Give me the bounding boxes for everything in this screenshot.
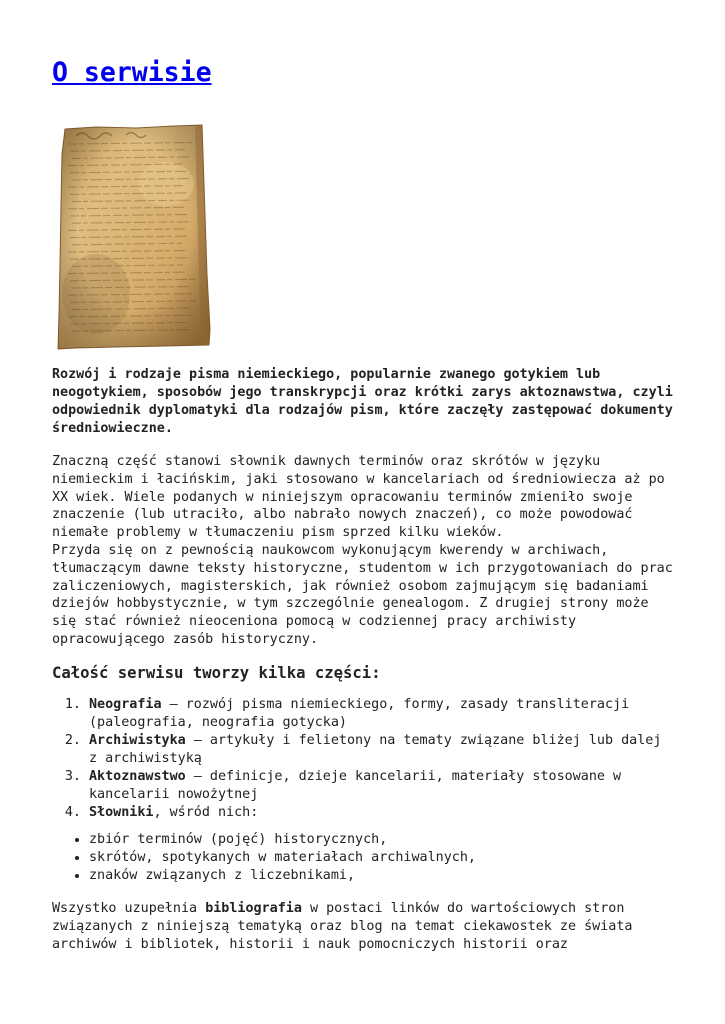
parchment-document-image [56,124,212,350]
parchment-stain [138,162,194,206]
section-description: – rozwój pisma niemieckiego, formy, zasady transliteracji (paleografia, neografia gotycka) [89,697,630,730]
intro-paragraph: Rozwój i rodzaje pisma niemieckiego, popularnie zwanego gotykiem lub neogotykiem, sposobów jego transkrypcji oraz krótki zarys aktoznawstwa, czyli odpowiednik dyplomatyki dla rodzajów pism, które zaczęły zastępować dokumenty średniowieczne. [52,367,673,436]
closing-text-start: Wszystko uzupełnia [52,901,206,916]
page-title [52,57,676,89]
list-item [89,732,676,768]
closing-paragraph [52,900,676,954]
parchment-illustration [56,124,212,350]
description-text-part-1: Znaczną część stanowi słownik dawnych terminów oraz skrótów w języku niemieckim i łacińskim, jaki stosowano w kancelariach od średniowiecza aż po XX wiek. Wiele podanych w niniejszym opracowaniu terminów zmieniło swoje znaczenie (lub utraciło, albo nabrało nowych znaczeń), co może powodować niemałe problemy w tłumaczeniu pism sprzed kilku wieków. [52,454,665,541]
list-item [89,696,676,732]
section-description: – artykuły i felietony na tematy związane bliżej lub dalej z archiwistyką [89,733,662,766]
dictionaries-list [52,831,676,885]
section-name: Słowniki [89,805,154,820]
list-item [89,804,676,822]
page-title-link[interactable]: O serwisie [52,57,212,88]
sections-list [52,696,676,822]
list-item: • znaków związanych z liczebnikami, [89,867,676,885]
list-item: • skrótów, spotykanych w materiałach archiwalnych, [89,849,676,867]
sections-heading: Całość serwisu tworzy kilka części: [52,664,381,682]
section-name: Archiwistyka [89,733,186,748]
bibliography-term: bibliografia [205,901,302,916]
section-name: Aktoznawstwo [89,769,186,784]
section-name: Neografia [89,697,162,712]
list-item [89,768,676,804]
description-paragraph [52,453,676,649]
closing-text-end: w postaci linków do wartościowych stron związanych z niniejszą tematyką oraz blog na temat ciekawostek ze świata archiwów i bibliotek, historii i nauk pomocniczych historii oraz [52,901,633,952]
list-item: • zbiór terminów (pojęć) historycznych, [89,831,676,849]
description-text-part-2: Przyda się on z pewnością naukowcom wykonującym kwerendy w archiwach, tłumaczącym dawne teksty historyczne, studentom w ich przygotowaniach do prac zaliczeniowych, magisterskich, jak również osobom zajmującym się badaniami dziejów hobbystycznie, w tym szczególnie genealogom. Z drugiej strony może się stać również nieoceniona pomocą w codziennej pracy archiwisty opracowującego zasób historyczny. [52,542,673,647]
section-description: – definicje, dzieje kancelarii, materiały stosowane w kancelarii nowożytnej [89,769,622,802]
section-description: , wśród nich: [153,805,259,820]
